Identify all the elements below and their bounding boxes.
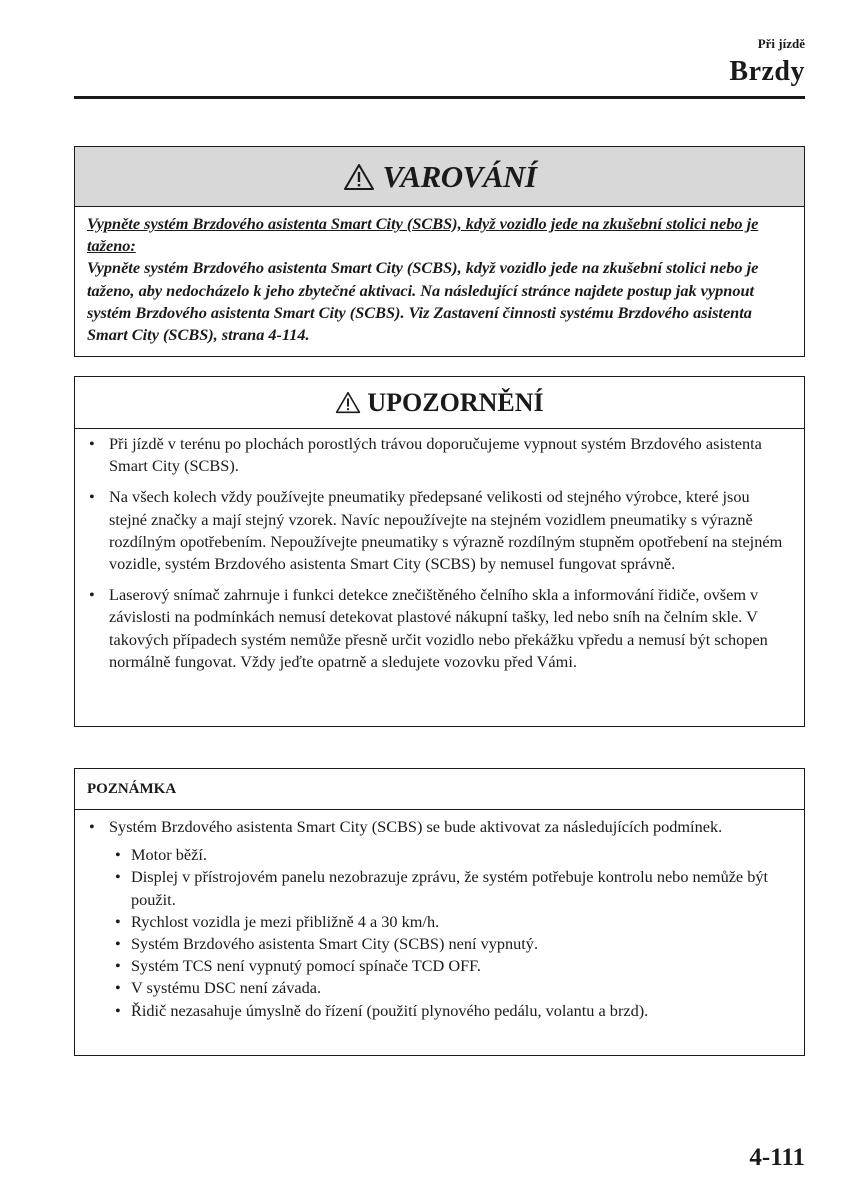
condition-item: [109, 933, 790, 955]
warning-box: [74, 146, 805, 357]
condition-text: V systému DSC není závada.: [131, 978, 322, 998]
bullet-icon: •: [89, 487, 95, 507]
bullet-icon: •: [115, 911, 121, 931]
condition-item: [109, 955, 790, 977]
bullet-icon: •: [115, 845, 121, 865]
warning-title: VAROVÁNÍ: [382, 158, 537, 194]
bullet-icon: •: [115, 1000, 121, 1020]
note-body: [75, 810, 804, 1022]
warning-triangle-icon: [335, 391, 361, 414]
condition-item: [109, 866, 790, 910]
condition-item: [109, 911, 790, 933]
note-intro: Systém Brzdového asistenta Smart City (SCBS) se bude aktivovat za následujících podmínek.: [109, 817, 723, 836]
page-number: 4-111: [749, 1144, 805, 1171]
list-item-text: Při jízdě v terénu po plochách porostlých trávou doporučujeme vypnout systém Brzdového asistenta Smart City (SCBS).: [109, 434, 762, 476]
list-item: [85, 584, 790, 673]
condition-text: Motor běží.: [131, 845, 207, 865]
condition-text: Systém Brzdového asistenta Smart City (SCBS) není vypnutý.: [131, 934, 539, 954]
condition-item: [109, 977, 790, 999]
note-list: [85, 816, 790, 1022]
bullet-icon: •: [89, 817, 95, 836]
list-item: [85, 486, 790, 575]
caution-title: UPOZORNĚNÍ: [367, 387, 544, 417]
bullet-icon: •: [115, 956, 121, 976]
bullet-icon: •: [115, 934, 121, 954]
condition-list: [109, 844, 790, 1022]
list-item: [85, 433, 790, 477]
section-label: Při jízdě: [757, 36, 805, 51]
bullet-icon: •: [115, 978, 121, 998]
list-item: [85, 816, 790, 1022]
caution-box: [74, 376, 805, 727]
condition-text: Řidič nezasahuje úmyslně do řízení (použití plynového pedálu, volantu a brzd).: [131, 1000, 649, 1020]
bullet-icon: •: [115, 867, 121, 887]
bullet-icon: •: [89, 585, 95, 605]
condition-item: [109, 844, 790, 866]
list-item-text: Laserový snímač zahrnuje i funkci detekce znečištěného čelního skla a informování řidiče, ovšem v závislosti na podmínkách nemusí detekovat plastové nákupní tašky, led nebo sníh na čelním skle. V takových případech systém nemůže přesně určit vozidlo nebo překážku vpředu a nemusí být schopen normálně fungovat. Vždy jeďte opatrně a sledujete vozovku před Vámi.: [109, 585, 768, 671]
condition-text: Systém TCS není vypnutý pomocí spínače TCD OFF.: [131, 956, 481, 976]
caution-header: [75, 377, 804, 429]
list-item-text: Na všech kolech vždy používejte pneumatiky předepsané velikosti od stejného výrobce, které jsou stejné značky a mají stejný vzorek. Navíc nepoužívejte na stejném vozidlem pneumatiky s výrazně rozdílným opotřebením. Nepoužívejte pneumatiky s výrazně rozdílným stupněm opotřebení na stejném vozidle, systém Brzdového asistenta Smart City (SCBS) by nemusel fungovat správně.: [109, 487, 783, 574]
warning-body: [75, 207, 804, 346]
bullet-icon: •: [89, 434, 95, 453]
warning-header: [75, 147, 804, 207]
warning-subheading: Vypněte systém Brzdového asistenta Smart City (SCBS), když vozidlo jede na zkušební stolici nebo je taženo:: [87, 214, 759, 256]
header-rule: [74, 96, 805, 99]
note-box: [74, 768, 805, 1056]
condition-text: Displej v přístrojovém panelu nezobrazuje zprávu, že systém potřebuje kontrolu nebo nemůže být použit.: [131, 867, 769, 909]
condition-item: [109, 1000, 790, 1022]
warning-text: Vypněte systém Brzdového asistenta Smart City (SCBS), když vozidlo jede na zkušební stolici nebo je taženo, aby nedocházelo k jeho zbytečné aktivaci. Na následující stránce najdete postup jak vypnout systém Brzdového asistenta Smart City (SCBS). Viz Zastavení činnosti systému Brzdového asistenta Smart City (SCBS), strana 4-114.: [87, 258, 759, 345]
condition-text: Rychlost vozidla je mezi přibližně 4 a 30 km/h.: [131, 911, 440, 931]
caution-body: [75, 429, 804, 673]
caution-list: [85, 433, 790, 673]
warning-triangle-icon: [343, 163, 375, 191]
section-title: Brzdy: [729, 56, 805, 87]
note-title: POZNÁMKA: [75, 769, 804, 810]
